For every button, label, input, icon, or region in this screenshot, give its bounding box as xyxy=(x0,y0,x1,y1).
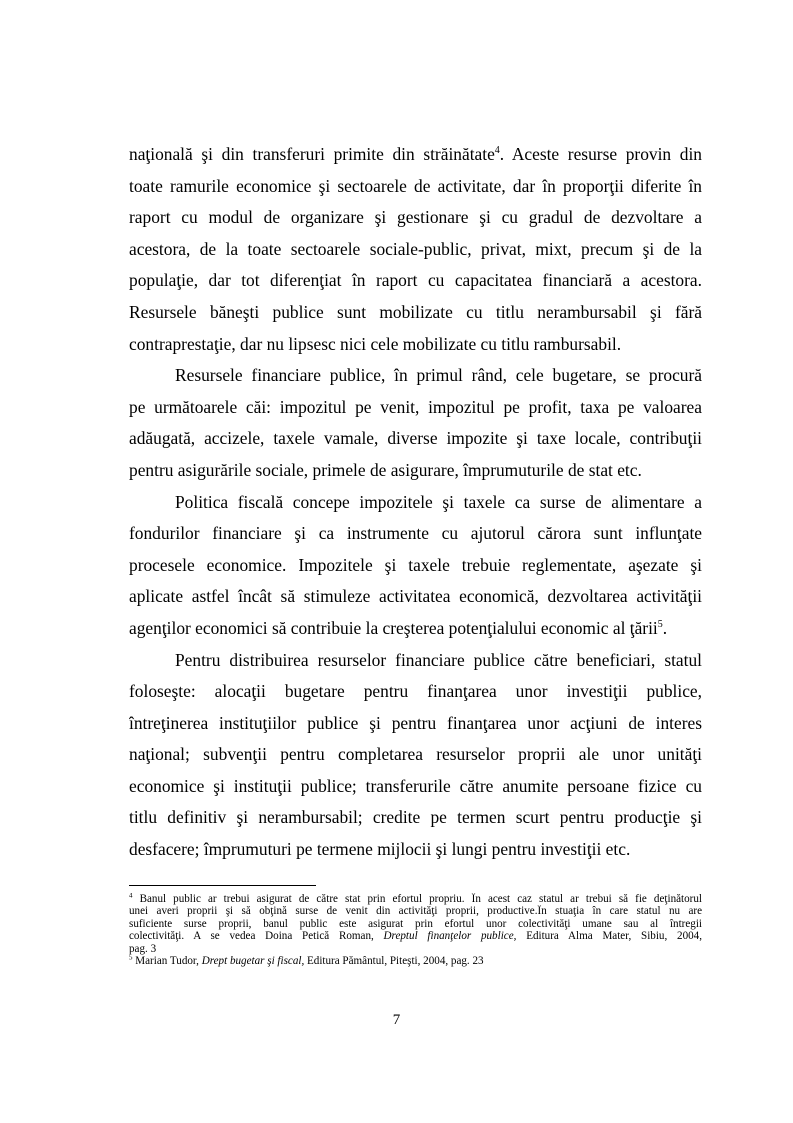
text-span: . Aceste resurse provin din xyxy=(499,144,702,164)
footnote-marker: 4 xyxy=(129,893,133,900)
paragraph-4 xyxy=(129,645,702,866)
footnote-line xyxy=(129,955,702,967)
footnote-line: pag. 3 xyxy=(129,942,157,955)
text-line xyxy=(129,613,702,645)
text-line: Politica fiscală concepe impozitele şi taxele ca surse de alimentare a xyxy=(175,491,702,512)
text-span: Banul public ar trebui asigurat de către stat prin efortul propriu. În acest caz statul ar trebui să fie deţinătorul xyxy=(132,893,702,905)
text-line: contraprestaţie, dar nu lipsesc nici cele mobilizate cu titlu rambursabil. xyxy=(129,333,622,354)
footnotes xyxy=(129,893,702,967)
footnote-5 xyxy=(129,955,702,967)
footnote-line: suficiente surse proprii, banul public este asigurat prin efortul unor colectivităţi umane sau al întregii xyxy=(129,917,702,930)
text-line: Resursele băneşti publice sunt mobilizate cu titlu nerambursabil şi fără xyxy=(129,301,702,322)
text-line: titlu definitiv şi nerambursabil; credite pe termen scurt pentru producţie şi xyxy=(129,807,702,828)
body-text xyxy=(129,139,702,866)
text-line: naţional; subvenţii pentru completarea resurselor proprii ale unor unităţi xyxy=(129,744,702,765)
footnote-line: unei averi proprii şi să obţină surse de venit din activităţi proprii, productive.În stuaţia în care statul nu are xyxy=(129,905,702,918)
footnote-ref-4: 4 xyxy=(494,145,500,157)
paragraph-2 xyxy=(129,360,702,486)
text-line: acestora, de la toate sectoarele sociale-public, privat, mixt, precum şi de la xyxy=(129,238,702,259)
text-line: pentru asigurările sociale, primele de asigurare, împrumuturile de stat etc. xyxy=(129,459,642,480)
text-line: adăugată, accizele, taxele vamale, diverse impozite şi taxe locale, contribuţii xyxy=(129,428,702,449)
text-line: fondurilor financiare şi ca instrumente cu ajutorul cărora sunt influnţate xyxy=(129,523,702,544)
footnote-separator xyxy=(129,885,316,886)
text-line: procesele economice. Impozitele şi taxele trebuie reglementate, aşezate şi xyxy=(129,554,702,575)
text-line: Resursele financiare publice, în primul rând, cele bugetare, se procură xyxy=(175,365,702,386)
text-line: desfacere; împrumuturi pe termene mijlocii şi lungi pentru investiţii etc. xyxy=(129,839,631,860)
text-line: pe următoarele căi: impozitul pe venit, impozitul pe profit, taxa pe valoarea xyxy=(129,396,702,417)
footnote-line xyxy=(129,893,702,905)
text-line: Pentru distribuirea resurselor financiare publice către beneficiari, statul xyxy=(175,649,702,670)
text-span: Editura Alma Mater, Sibiu, 2004, xyxy=(516,930,702,943)
text-span: Marian Tudor, xyxy=(132,954,202,967)
footnote-4 xyxy=(129,893,702,955)
text-line: raport cu modul de organizare şi gestionare şi cu gradul de dezvoltare a xyxy=(129,207,702,228)
text-span: agenţilor economici să contribuie la creşterea potenţialului economic al ţării xyxy=(129,617,658,638)
footnote-marker: 5 xyxy=(129,954,133,962)
text-span: colectivităţi. A se vedea Doina Petică Roman, xyxy=(129,930,384,943)
footnote-line xyxy=(129,930,702,942)
cited-title: Dreptul finanţelor publice, xyxy=(383,930,517,943)
text-line: foloseşte: alocaţii bugetare pentru finanţarea unor investiţii publice, xyxy=(129,681,702,702)
text-line: economice şi instituţii publice; transferurile către anumite persoane fizice cu xyxy=(129,775,702,796)
text-line: întreţinerea instituţiilor publice şi pentru finanţarea unor acţiuni de interes xyxy=(129,712,702,733)
text-span: Editura Pământul, Piteşti, 2004, pag. 23 xyxy=(304,954,484,967)
footnote-ref-5: 5 xyxy=(657,619,663,631)
paragraph-3 xyxy=(129,487,702,645)
page-number: 7 xyxy=(392,1012,401,1028)
text-line: populaţie, dar tot diferenţiat în raport cu capacitatea financiară a acestora. xyxy=(129,270,702,291)
text-span: naţională şi din transferuri primite din străinătate xyxy=(129,144,495,164)
cited-title: Drept bugetar şi fiscal, xyxy=(201,954,305,967)
text-line xyxy=(129,139,702,171)
text-line: toate ramurile economice şi sectoarele de activitate, dar în proporţii diferite în xyxy=(129,175,702,196)
paragraph-1 xyxy=(129,139,702,360)
text-line: aplicate astfel încât să stimuleze activitatea economică, dezvoltarea activităţii xyxy=(129,586,702,607)
text-span: . xyxy=(662,617,668,638)
